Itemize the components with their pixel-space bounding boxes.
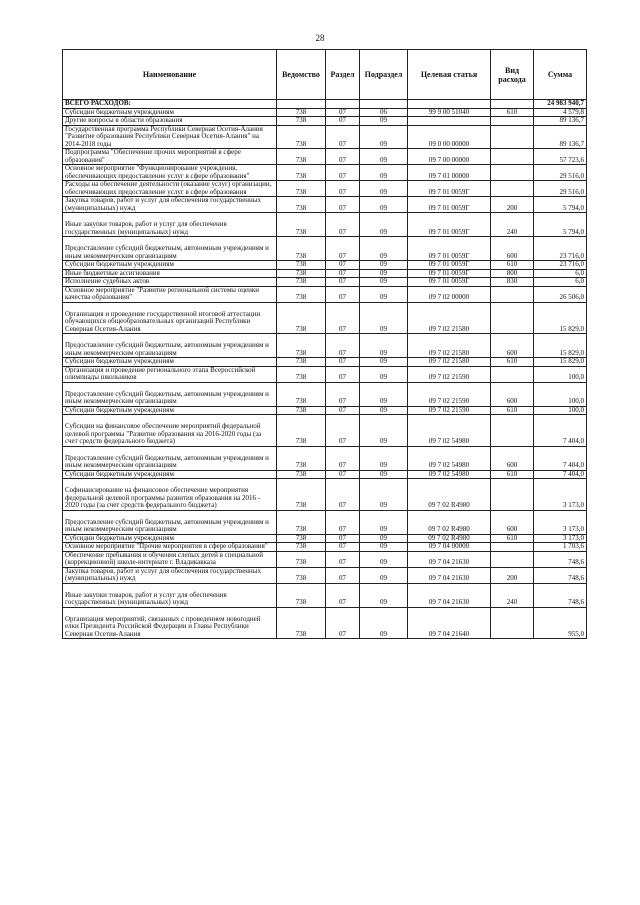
table-row: [63, 534, 587, 543]
cell-section: 07: [326, 117, 360, 126]
cell-expense-type: [491, 551, 534, 567]
cell-section: 07: [326, 470, 360, 479]
cell-target-article: 09 7 02 R4980: [408, 479, 491, 511]
cell-expense-type: [491, 543, 534, 552]
cell-expense-type: [491, 125, 534, 149]
cell-target-article: 09 7 04 21640: [408, 607, 491, 639]
cell-department: 738: [277, 149, 326, 165]
cell-amount: 15 829,0: [534, 334, 587, 358]
cell-department: 738: [277, 269, 326, 278]
cell-section: 07: [326, 366, 360, 382]
cell-amount: 748,6: [534, 583, 587, 607]
cell-department: 738: [277, 213, 326, 237]
cell-department: 738: [277, 551, 326, 567]
cell-department: 738: [277, 366, 326, 382]
cell-target-article: [408, 117, 491, 126]
cell-name: Исполнение судебных актов: [63, 278, 277, 287]
cell-subsection: 09: [360, 382, 408, 406]
cell-department: 738: [277, 261, 326, 270]
cell-amount: 955,0: [534, 607, 587, 639]
cell-amount: 6,0: [534, 278, 587, 287]
table-row: [63, 583, 587, 607]
cell-name: Софинансирование на финансовое обеспечение мероприятия федеральной целевой программы развития образования на 2016 - 2020 годы (за счет средств федерального бюджета): [63, 479, 277, 511]
cell-section: 07: [326, 302, 360, 334]
cell-target-article: 09 7 02 54980: [408, 470, 491, 479]
cell-subsection: [360, 100, 408, 109]
table-body: [63, 100, 587, 639]
cell-subsection: 09: [360, 334, 408, 358]
cell-name: Закупка товаров, работ и услуг для обеспечения государственных (муниципальных) нужд: [63, 197, 277, 213]
cell-target-article: 09 7 01 0059Г: [408, 181, 491, 197]
table-row: [63, 125, 587, 149]
cell-department: 738: [277, 334, 326, 358]
cell-expense-type: 610: [491, 406, 534, 415]
cell-target-article: 99 9 00 51040: [408, 108, 491, 117]
cell-section: 07: [326, 334, 360, 358]
cell-department: 738: [277, 197, 326, 213]
cell-section: 07: [326, 534, 360, 543]
cell-name: Предоставление субсидий бюджетным, автономным учреждениям и иным некоммерческим организациям: [63, 334, 277, 358]
header-amount: Сумма: [534, 50, 587, 100]
header-expense-type: Вид расхода: [491, 50, 534, 100]
table-row: [63, 165, 587, 181]
table-row: [63, 479, 587, 511]
cell-name: Субсидии бюджетным учреждениям: [63, 358, 277, 367]
budget-expenditure-table: [62, 49, 587, 639]
table-row: [63, 237, 587, 261]
cell-target-article: 09 7 01 0059Г: [408, 269, 491, 278]
cell-department: [277, 100, 326, 109]
cell-subsection: 09: [360, 415, 408, 447]
cell-section: 07: [326, 149, 360, 165]
cell-name: Основное мероприятие "Функционирование учреждения, обеспечивающих предоставление услуг в сфере образования": [63, 165, 277, 181]
cell-target-article: 09 7 04 21630: [408, 567, 491, 583]
cell-expense-type: 800: [491, 269, 534, 278]
cell-name: Иные бюджетные ассигнования: [63, 269, 277, 278]
cell-department: 738: [277, 358, 326, 367]
cell-target-article: 09 7 01 00000: [408, 165, 491, 181]
cell-expense-type: 200: [491, 567, 534, 583]
cell-expense-type: 610: [491, 261, 534, 270]
cell-section: 07: [326, 479, 360, 511]
cell-subsection: 09: [360, 237, 408, 261]
cell-name: Основное мероприятие "Прочие мероприятия в сфере образования": [63, 543, 277, 552]
cell-subsection: 09: [360, 278, 408, 287]
cell-amount: 26 506,0: [534, 286, 587, 302]
table-row: [63, 213, 587, 237]
cell-subsection: 09: [360, 534, 408, 543]
cell-section: 07: [326, 583, 360, 607]
table-row: [63, 181, 587, 197]
table-row: [63, 261, 587, 270]
cell-section: 07: [326, 607, 360, 639]
table-row: [63, 470, 587, 479]
cell-expense-type: 610: [491, 108, 534, 117]
cell-expense-type: 600: [491, 334, 534, 358]
cell-subsection: 09: [360, 197, 408, 213]
cell-subsection: 09: [360, 213, 408, 237]
cell-target-article: 09 7 02 21590: [408, 366, 491, 382]
cell-section: 07: [326, 108, 360, 117]
cell-section: 07: [326, 286, 360, 302]
cell-department: 738: [277, 543, 326, 552]
cell-expense-type: [491, 149, 534, 165]
cell-expense-type: [491, 607, 534, 639]
cell-name: Предоставление субсидий бюджетным, автономным учреждениям и иным некоммерческим организациям: [63, 446, 277, 470]
cell-amount: 15 829,0: [534, 358, 587, 367]
cell-target-article: 09 7 04 21630: [408, 551, 491, 567]
cell-amount: 23 716,0: [534, 261, 587, 270]
cell-department: 738: [277, 479, 326, 511]
cell-amount: 4 579,8: [534, 108, 587, 117]
table-row: [63, 278, 587, 287]
cell-target-article: 09 0 00 00000: [408, 125, 491, 149]
cell-target-article: 09 7 01 0059Г: [408, 197, 491, 213]
header-target-article: Целевая статья: [408, 50, 491, 100]
cell-section: 07: [326, 415, 360, 447]
cell-section: 07: [326, 125, 360, 149]
cell-department: 738: [277, 125, 326, 149]
cell-amount: 7 404,0: [534, 415, 587, 447]
cell-amount: 5 794,0: [534, 197, 587, 213]
table-row: [63, 510, 587, 534]
header-section: Раздел: [326, 50, 360, 100]
cell-subsection: 09: [360, 181, 408, 197]
cell-name: Организация и проведение государственной итоговой аттестации обучающихся общеобразовательных организаций Республики Северная Осетия-Алания: [63, 302, 277, 334]
cell-department: 738: [277, 583, 326, 607]
cell-subsection: 09: [360, 446, 408, 470]
cell-name: Основное мероприятие "Развитие региональной системы оценки качества образования": [63, 286, 277, 302]
cell-target-article: 09 7 02 54980: [408, 446, 491, 470]
cell-expense-type: 610: [491, 470, 534, 479]
cell-section: 07: [326, 510, 360, 534]
cell-expense-type: 600: [491, 510, 534, 534]
table-row: [63, 415, 587, 447]
cell-department: 738: [277, 382, 326, 406]
header-subsection: Подраздел: [360, 50, 408, 100]
cell-name: Подпрограмма "Обеспечение прочих мероприятий в сфере образования": [63, 149, 277, 165]
cell-expense-type: 240: [491, 213, 534, 237]
cell-department: 738: [277, 446, 326, 470]
table-row: [63, 197, 587, 213]
cell-name: Иные закупки товаров, работ и услуг для обеспечения государственных (муниципальных) нужд: [63, 213, 277, 237]
cell-department: 738: [277, 108, 326, 117]
cell-name: Предоставление субсидий бюджетным, автономным учреждениям и иным некоммерческим организациям: [63, 237, 277, 261]
cell-expense-type: 610: [491, 534, 534, 543]
cell-expense-type: 600: [491, 382, 534, 406]
cell-target-article: 09 7 00 00000: [408, 149, 491, 165]
cell-subsection: 09: [360, 358, 408, 367]
cell-amount: 100,0: [534, 382, 587, 406]
cell-amount: 15 829,0: [534, 302, 587, 334]
cell-amount: 89 136,7: [534, 125, 587, 149]
cell-expense-type: [491, 286, 534, 302]
cell-section: 07: [326, 406, 360, 415]
cell-name: Расходы на обеспечение деятельности (оказание услуг) организации, обеспечивающих предоставление услуг в сфере образования: [63, 181, 277, 197]
cell-name: Субсидии бюджетным учреждениям: [63, 261, 277, 270]
cell-target-article: 09 7 02 21580: [408, 358, 491, 367]
cell-department: 738: [277, 237, 326, 261]
table-row: [63, 382, 587, 406]
cell-section: 07: [326, 543, 360, 552]
cell-subsection: 09: [360, 479, 408, 511]
cell-subsection: 09: [360, 302, 408, 334]
cell-amount: 24 983 940,7: [534, 100, 587, 109]
table-row: [63, 358, 587, 367]
cell-target-article: 09 7 02 54980: [408, 415, 491, 447]
cell-amount: 29 516,0: [534, 181, 587, 197]
cell-amount: 748,6: [534, 551, 587, 567]
cell-amount: 6,0: [534, 269, 587, 278]
cell-target-article: 09 7 02 21580: [408, 334, 491, 358]
cell-target-article: 09 7 02 00000: [408, 286, 491, 302]
cell-department: 738: [277, 302, 326, 334]
cell-expense-type: [491, 415, 534, 447]
cell-target-article: 09 7 02 21590: [408, 382, 491, 406]
table-row: [63, 567, 587, 583]
cell-subsection: 09: [360, 117, 408, 126]
cell-name: Организация мероприятий, связанных с проведением новогодней елки Президента Российской Федерации и Главы Республики Северная Осетия-Алания: [63, 607, 277, 639]
cell-amount: 23 716,0: [534, 237, 587, 261]
cell-amount: 7 404,0: [534, 470, 587, 479]
cell-name: Иные закупки товаров, работ и услуг для обеспечения государственных (муниципальных) нужд: [63, 583, 277, 607]
cell-department: 738: [277, 567, 326, 583]
table-row: [63, 543, 587, 552]
cell-department: 738: [277, 406, 326, 415]
cell-section: 07: [326, 269, 360, 278]
cell-amount: 89 136,7: [534, 117, 587, 126]
cell-section: 07: [326, 567, 360, 583]
cell-subsection: 06: [360, 108, 408, 117]
cell-subsection: 09: [360, 366, 408, 382]
cell-section: 07: [326, 551, 360, 567]
cell-target-article: 09 7 02 21580: [408, 302, 491, 334]
cell-name: Закупка товаров, работ и услуг для обеспечения государственных (муниципальных) нужд: [63, 567, 277, 583]
cell-expense-type: [491, 100, 534, 109]
cell-subsection: 09: [360, 543, 408, 552]
cell-amount: 7 404,0: [534, 446, 587, 470]
table-row: [63, 366, 587, 382]
table-row: [63, 117, 587, 126]
cell-subsection: 09: [360, 583, 408, 607]
cell-name: Субсидии бюджетным учреждениям: [63, 108, 277, 117]
cell-name: Государственная программа Республики Северная Осетия-Алания "Развитие образования Республики Северная Осетия-Алания" на 2014-2018 годы: [63, 125, 277, 149]
cell-department: 738: [277, 607, 326, 639]
cell-target-article: 09 7 01 0059Г: [408, 237, 491, 261]
cell-target-article: 09 7 01 0059Г: [408, 278, 491, 287]
cell-section: 07: [326, 446, 360, 470]
cell-amount: 1 703,6: [534, 543, 587, 552]
cell-section: 07: [326, 261, 360, 270]
table-row: [63, 607, 587, 639]
table-row: [63, 302, 587, 334]
cell-name: Предоставление субсидий бюджетным, автономным учреждениям и иным некоммерческим организациям: [63, 510, 277, 534]
cell-section: 07: [326, 278, 360, 287]
cell-expense-type: [491, 181, 534, 197]
cell-subsection: 09: [360, 165, 408, 181]
cell-section: 07: [326, 181, 360, 197]
cell-subsection: 09: [360, 551, 408, 567]
cell-target-article: [408, 100, 491, 109]
cell-amount: 57 723,6: [534, 149, 587, 165]
table-row: [63, 551, 587, 567]
table-row: [63, 269, 587, 278]
cell-subsection: 09: [360, 406, 408, 415]
cell-target-article: 09 7 01 0059Г: [408, 261, 491, 270]
cell-name: Предоставление субсидий бюджетным, автономным учреждениям и иным некоммерческим организациям: [63, 382, 277, 406]
cell-target-article: 09 7 01 0059Г: [408, 213, 491, 237]
table-row: [63, 286, 587, 302]
cell-amount: 5 794,0: [534, 213, 587, 237]
table-header-row: [63, 50, 587, 100]
cell-name: Организация и проведение регионального этапа Всероссийской олимпиады школьников: [63, 366, 277, 382]
cell-subsection: 09: [360, 607, 408, 639]
cell-department: 738: [277, 470, 326, 479]
cell-amount: 29 516,0: [534, 165, 587, 181]
cell-department: 738: [277, 415, 326, 447]
table-row: [63, 446, 587, 470]
header-name: Наименование: [63, 50, 277, 100]
cell-name: Субсидии на финансовое обеспечение мероприятий федеральной целевой программы "Развитие образования на 2016-2020 годы (за счет средств федерального бюджета): [63, 415, 277, 447]
cell-amount: 3 173,0: [534, 479, 587, 511]
cell-name: Субсидии бюджетным учреждениям: [63, 534, 277, 543]
table-row: [63, 108, 587, 117]
cell-section: 07: [326, 358, 360, 367]
cell-section: 07: [326, 197, 360, 213]
cell-name: Субсидии бюджетным учреждениям: [63, 470, 277, 479]
cell-target-article: 09 7 04 21630: [408, 583, 491, 607]
cell-section: [326, 100, 360, 109]
cell-expense-type: [491, 302, 534, 334]
cell-expense-type: [491, 366, 534, 382]
cell-amount: 3 173,0: [534, 534, 587, 543]
cell-department: 738: [277, 286, 326, 302]
cell-expense-type: 830: [491, 278, 534, 287]
cell-subsection: 09: [360, 269, 408, 278]
cell-amount: 100,0: [534, 366, 587, 382]
cell-department: 738: [277, 510, 326, 534]
cell-subsection: 09: [360, 125, 408, 149]
cell-department: 738: [277, 117, 326, 126]
cell-target-article: 09 7 02 21590: [408, 406, 491, 415]
table-row: [63, 149, 587, 165]
cell-expense-type: 240: [491, 583, 534, 607]
cell-amount: 100,0: [534, 406, 587, 415]
cell-subsection: 09: [360, 567, 408, 583]
cell-department: 738: [277, 278, 326, 287]
table-row: [63, 406, 587, 415]
cell-section: 07: [326, 213, 360, 237]
cell-expense-type: 610: [491, 358, 534, 367]
cell-department: 738: [277, 165, 326, 181]
cell-section: 07: [326, 382, 360, 406]
cell-name: Субсидии бюджетным учреждениям: [63, 406, 277, 415]
cell-subsection: 09: [360, 149, 408, 165]
cell-subsection: 09: [360, 470, 408, 479]
table-row: [63, 100, 587, 109]
cell-expense-type: [491, 479, 534, 511]
cell-target-article: 09 7 04 00000: [408, 543, 491, 552]
cell-target-article: 09 7 02 R4980: [408, 534, 491, 543]
cell-expense-type: 600: [491, 237, 534, 261]
cell-expense-type: [491, 165, 534, 181]
cell-department: 738: [277, 534, 326, 543]
cell-amount: 748,6: [534, 567, 587, 583]
cell-section: 07: [326, 165, 360, 181]
cell-department: 738: [277, 181, 326, 197]
header-department: Ведомство: [277, 50, 326, 100]
page-number: 28: [315, 33, 325, 43]
cell-subsection: 09: [360, 261, 408, 270]
cell-amount: 3 173,0: [534, 510, 587, 534]
cell-name: ВСЕГО РАСХОДОВ:: [63, 100, 277, 109]
cell-subsection: 09: [360, 510, 408, 534]
cell-name: Другие вопросы в области образования: [63, 117, 277, 126]
cell-expense-type: [491, 117, 534, 126]
cell-subsection: 09: [360, 286, 408, 302]
cell-expense-type: 600: [491, 446, 534, 470]
cell-expense-type: 200: [491, 197, 534, 213]
cell-section: 07: [326, 237, 360, 261]
cell-target-article: 09 7 02 R4980: [408, 510, 491, 534]
table-row: [63, 334, 587, 358]
cell-name: Обеспечение пребывания и обучения слепых детей в специальной (коррекционной) школе-интернате г. Владикавказа: [63, 551, 277, 567]
